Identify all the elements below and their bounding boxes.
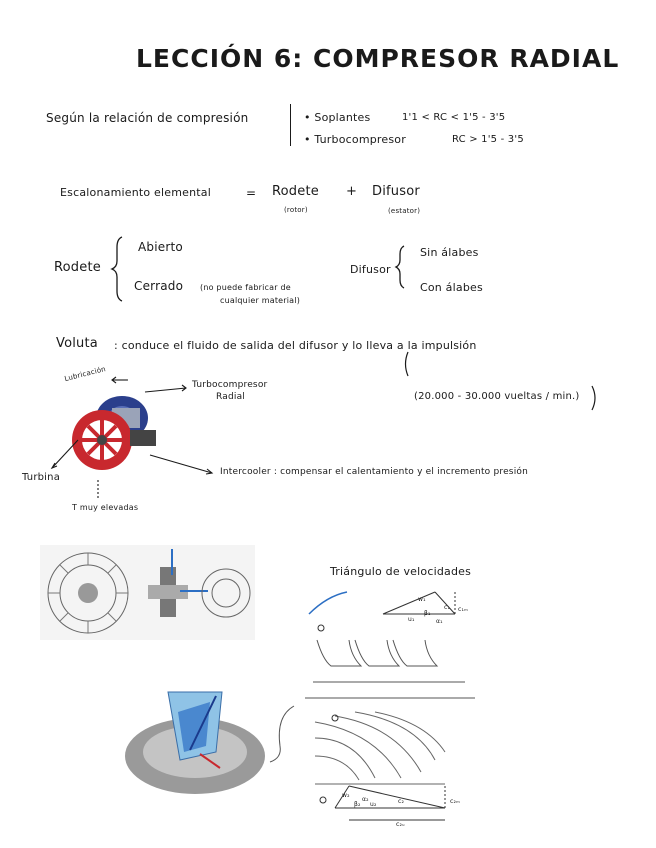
rodete-closed: Cerrado (134, 279, 184, 293)
voluta-text: : conduce el fluido de salida del difusor y lo lleva a la impulsión (114, 339, 477, 352)
tri-u1: u₁ (408, 616, 415, 623)
stage-label: Escalonamiento elemental (60, 186, 211, 199)
class-item-turbo: • Turbocompresor (304, 133, 406, 146)
label-radial: Radial (216, 392, 245, 402)
difusor-without: Sin álabes (420, 246, 479, 259)
stage-difusor: Difusor (372, 184, 420, 199)
classification-label: Según la relación de compresión (46, 111, 249, 125)
tri-alpha2: α₂ (362, 796, 369, 803)
tri-beta2: β₂ (354, 801, 361, 808)
stage-difusor-sub: (estator) (388, 207, 421, 215)
rodete-closed-note-2: cualquier material) (220, 296, 301, 305)
stage-rodete: Rodete (272, 184, 319, 199)
class-range-soplantes: 1'1 < RC < 1'5 - 3'5 (402, 112, 506, 123)
stage-plus: + (346, 184, 358, 199)
label-t-elevadas: T muy elevadas (72, 503, 139, 512)
rodete-open: Abierto (138, 240, 183, 254)
rodete-closed-note-1: (no puede fabricar de (200, 283, 291, 292)
triangles-title: Triángulo de velocidades (330, 565, 472, 578)
rodete-label: Rodete (54, 260, 101, 275)
tri-c2: c₂ (398, 798, 405, 805)
tri-c1m: c₁ₘ (458, 606, 469, 613)
tri-c2u: c₂ᵤ (396, 821, 405, 828)
label-turbina: Turbina (22, 472, 61, 483)
difusor-label: Difusor (350, 263, 391, 276)
tri-w1: w₁ (418, 596, 426, 603)
tri-c1: c₁ (444, 604, 451, 611)
stage-rodete-sub: (rotor) (284, 206, 308, 214)
label-intercooler: Intercooler : compensar el calentamiento y el incremento presión (220, 467, 529, 477)
voluta-label: Voluta (56, 336, 98, 351)
tri-c2m: c₂ₘ (450, 798, 461, 805)
speed-note: (20.000 - 30.000 vueltas / min.) (414, 391, 580, 402)
tri-w2: w₂ (342, 792, 350, 799)
stage-equals: = (246, 186, 257, 200)
tri-u2: u₂ (370, 801, 377, 808)
label-turbocompresor: Turbocompresor (192, 380, 268, 390)
velocity-triangles-diagram (305, 588, 475, 828)
tri-beta1: β₁ (424, 610, 431, 617)
difusor-with: Con álabes (420, 281, 483, 294)
label-lubricacion: Lubricación (63, 364, 107, 384)
page-title: LECCIÓN 6: COMPRESOR RADIAL (136, 44, 620, 73)
class-item-soplantes: • Soplantes (304, 111, 371, 124)
class-range-turbo: RC > 1'5 - 3'5 (452, 134, 524, 145)
tri-alpha1: α₁ (436, 618, 443, 625)
